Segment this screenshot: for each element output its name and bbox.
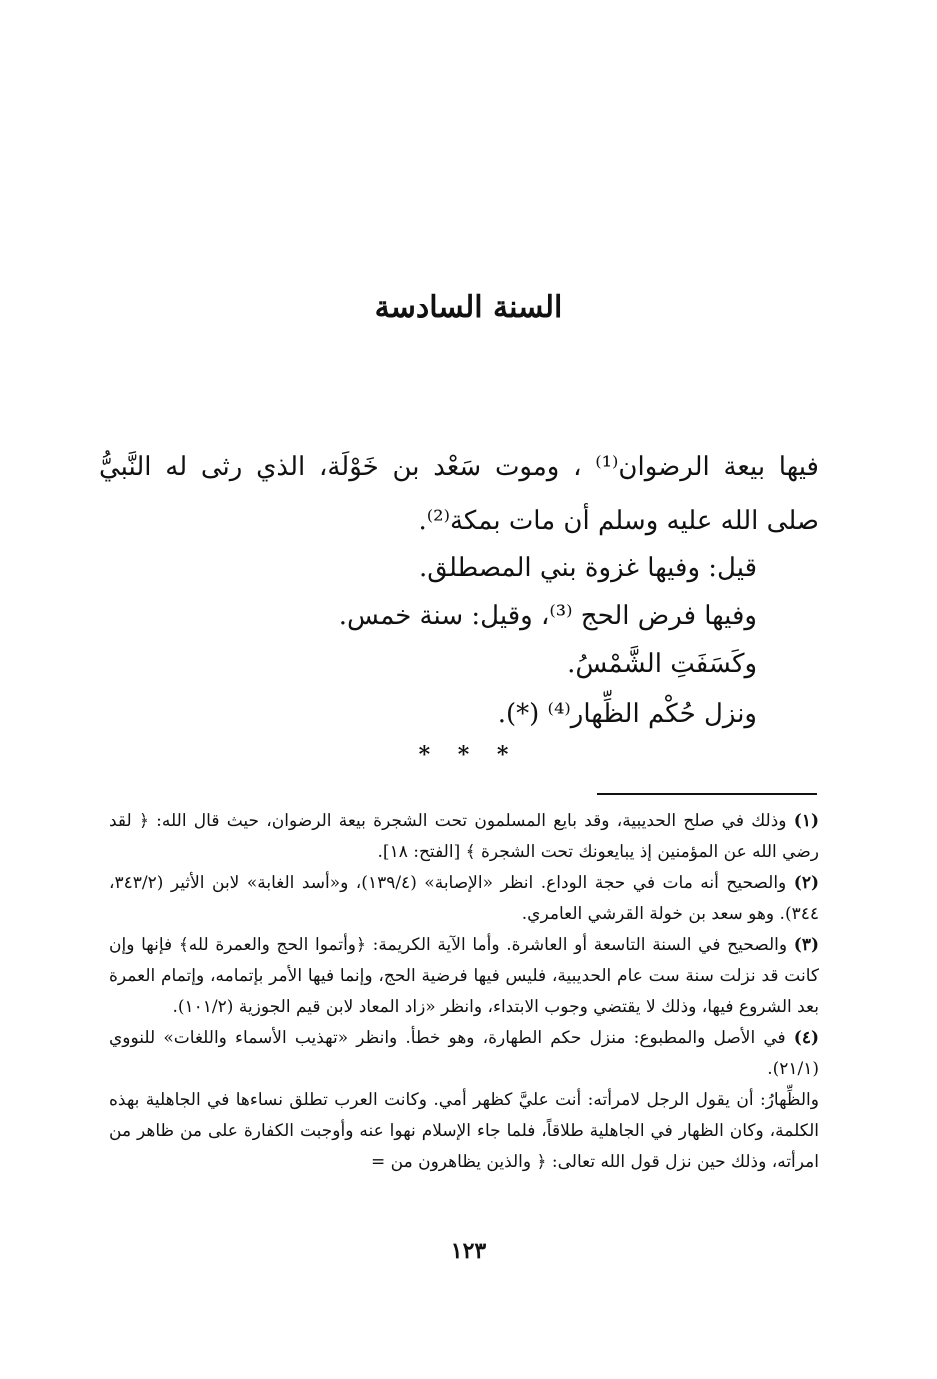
footnote-4 <box>109 1023 819 1085</box>
footnote-2-number: (٢) <box>793 873 819 893</box>
footnote-3-text: والصحيح في السنة التاسعة أو العاشرة. وأما الآية الكريمة: ﴿وأتموا الحج والعمرة لله﴾ فإنها وإن كانت قد نزلت سنة ست عام الحديبية، فليس فيها فرضية الحج، وإنما فيها الأمر بإتمامه، وإتمام العمرة بعد الشروع فيها، وذلك لا يقتضي وجوب الابتداء، وانظر «زاد المعاد لابن قيم الجوزية (١٠١/٢). <box>109 935 819 1017</box>
footnote-1-text: وذلك في صلح الحديبية، وقد بايع المسلمون تحت الشجرة بيعة الرضوان، حيث قال الله: ﴿ لقد رضي الله عن المؤمنين إذ يبايعونك تحت الشجرة ﴾ [الفتح: ١٨]. <box>109 811 819 862</box>
footnote-3-number: (٣) <box>793 935 820 955</box>
footnote-divider <box>597 793 817 795</box>
main-line-1: قيل: وفيها غزوة بني المصطلق. <box>419 553 757 583</box>
footnote-4-number: (٤) <box>793 1028 819 1048</box>
chapter-title: السنة السادسة <box>374 290 563 325</box>
section-separator: * * * <box>418 742 519 768</box>
main-line-4: ونزل حُكْم الظِّهار⁽⁴⁾ (*). <box>497 699 757 729</box>
footnote-1 <box>109 806 819 868</box>
main-line-3: وكَسَفَتِ الشَّمْسُ. <box>567 649 757 679</box>
page-number: ١٢٣ <box>450 1238 487 1264</box>
footnote-1-number: (١) <box>793 811 820 831</box>
footnote-3 <box>109 930 819 1023</box>
footnote-4-continuation: والظِّهارُ: أن يقول الرجل لامرأته: أنت عليَّ كظهر أمي. وكانت العرب تطلق نساءها في الجاهلية بهذه الكلمة، وكان الظهار في الجاهلية طلاقاً، فلما جاء الإسلام نهوا عنه وأوجبت الكفارة على من ظاهر من امرأته، وذلك حين نزل قول الله تعالى: ﴿ والذين يظاهرون من = <box>109 1090 819 1172</box>
footnote-2-text: والصحيح أنه مات في حجة الوداع. انظر «الإصابة» (١٣٩/٤)، و«أسد الغابة» لابن الأثير (٣٤٣/٢، ٣٤٤). وهو سعد بن خولة القرشي العامري. <box>109 873 819 924</box>
main-line-2: وفيها فرض الحج ⁽³⁾، وقيل: سنة خمس. <box>338 601 757 631</box>
footnotes <box>109 806 819 1178</box>
footnote-4-text: في الأصل والمطبوع: منزل حكم الطهارة، وهو خطأ. وانظر «تهذيب الأسماء واللغات» للنووي (٢١/١). <box>109 1028 819 1079</box>
main-paragraph: فيها بيعة الرضوان⁽¹⁾ ، وموت سَعْد بن خَوْلَة، الذي رثى له النَّبيُّ صلى الله عليه وسلم أن مات بمكة⁽²⁾. <box>99 452 819 536</box>
footnote-2 <box>109 868 819 930</box>
